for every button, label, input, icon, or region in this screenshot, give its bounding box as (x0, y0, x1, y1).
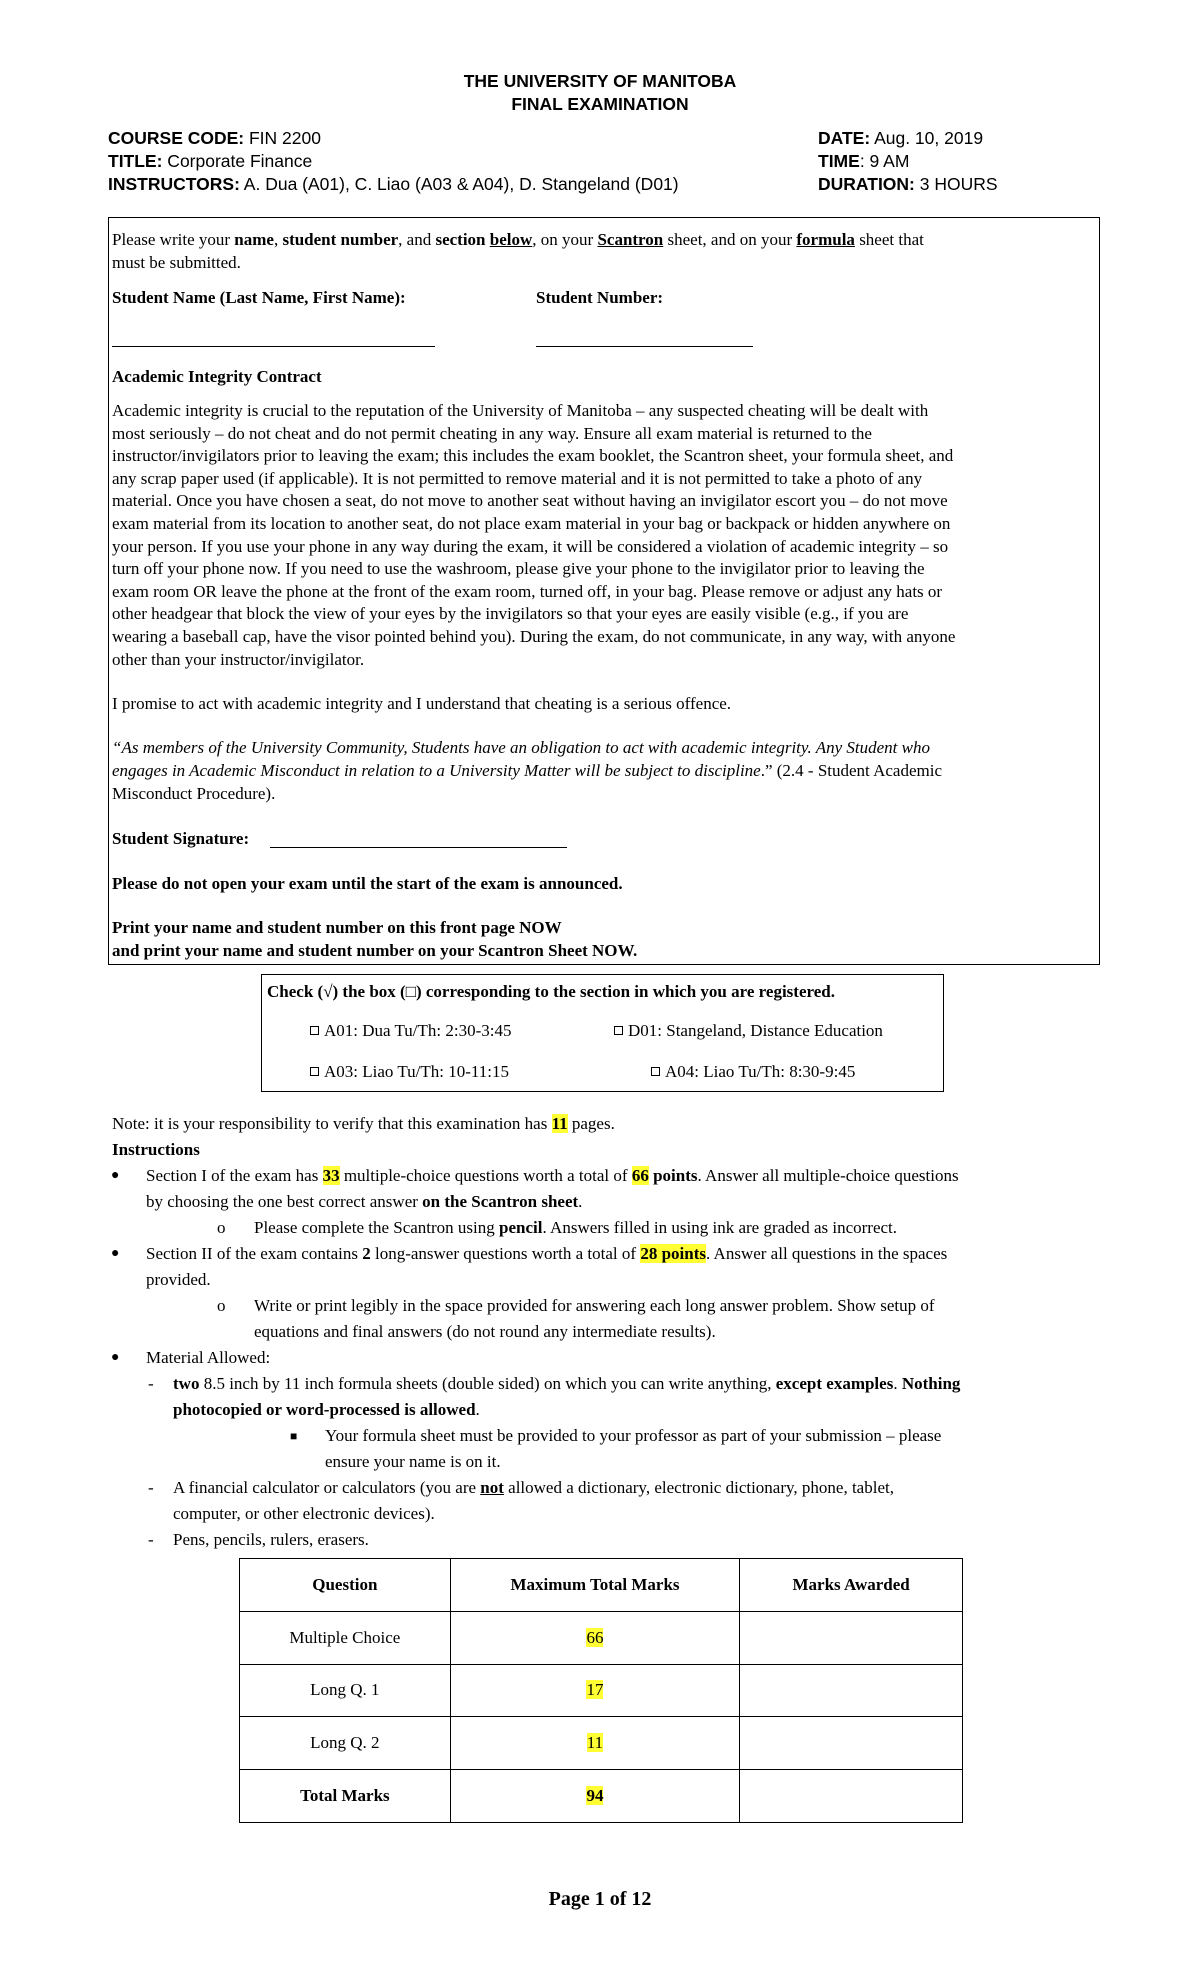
page-number: Page 1 of 12 (548, 1888, 652, 1910)
row-question: Long Q. 1 (240, 1664, 451, 1717)
integrity-heading: Academic Integrity Contract (112, 367, 322, 386)
student-name-label: Student Name (Last Name, First Name): (112, 288, 406, 307)
integrity-line: most seriously – do not cheat and do not permit cheating in any way. Ensure all exam material is returned to the (112, 423, 872, 443)
dash-icon: - (148, 1374, 154, 1393)
formula-sheet-note-line-2: ensure your name is on it. (325, 1452, 501, 1471)
material-heading: Material Allowed: (146, 1348, 271, 1367)
signature-label: Student Signature: (112, 829, 250, 848)
integrity-line: wearing a baseball cap, have the visor pointed behind you). During the exam, do not communicate, in any way, with anyone (112, 627, 956, 646)
checkbox-icon[interactable] (651, 1067, 660, 1076)
integrity-line: other headgear that block the view of your eyes by the invigilators so that your eyes are easily visible (e.g., if you are (112, 604, 909, 624)
sub-bullet-icon: o (217, 1218, 226, 1237)
exam-title: FINAL EXAMINATION (511, 94, 689, 114)
row-max-marks: 11 (450, 1717, 740, 1770)
table-header-row (240, 1559, 963, 1612)
row-question: Total Marks (240, 1770, 451, 1823)
header-question: Question (240, 1559, 451, 1612)
integrity-line: turn off your phone now. If you need to use the washroom, please give your phone to the invigilator prior to leaving the (112, 559, 925, 579)
dash-icon: - (148, 1478, 154, 1497)
print-notice-line-1: Print your name and student number on this front page NOW (112, 918, 562, 937)
instructions-heading: Instructions (112, 1140, 200, 1159)
dash-icon: - (148, 1530, 154, 1549)
row-max-marks: 66 (450, 1611, 740, 1664)
student-number-field[interactable] (536, 346, 753, 347)
integrity-line: Academic integrity is crucial to the reputation of the University of Manitoba – any suspected cheating will be dealt with (112, 401, 929, 420)
quote-line-3: Misconduct Procedure). (112, 784, 276, 803)
integrity-line: other than your instructor/invigilator. (112, 649, 365, 669)
marks-table (239, 1558, 963, 1823)
section-2-line-1: Section II of the exam contains 2 long-answer questions worth a total of 28 points. Answer all questions in the spaces (146, 1244, 948, 1263)
course-title-line: TITLE: Corporate Finance (108, 151, 313, 171)
formula-sheet-note-line-1: Your formula sheet must be provided to your professor as part of your submission – please (325, 1426, 942, 1445)
section-option-a04[interactable]: A04: Liao Tu/Th: 8:30-9:45 (651, 1061, 855, 1084)
page-count-note: Note: it is your responsibility to verify that this examination has 11 pages. (112, 1114, 615, 1133)
quote-line-1: “As members of the University Community, Students have an obligation to act with academic integrity. Any Student who (112, 738, 930, 757)
checkbox-icon[interactable] (310, 1067, 319, 1076)
bullet-icon: ● (111, 1350, 120, 1365)
university-title: THE UNIVERSITY OF MANITOBA (463, 71, 737, 91)
integrity-line: material. Once you have chosen a seat, do not move to another seat without having an invigilator escort you – do not move (112, 491, 948, 511)
table-row (240, 1664, 963, 1717)
row-max-marks: 94 (450, 1770, 740, 1823)
row-question: Multiple Choice (240, 1611, 451, 1664)
checkbox-icon[interactable] (614, 1026, 623, 1035)
integrity-line: your person. If you use your phone in any way during the exam, it will be considered a violation of academic integrity – so (112, 536, 949, 556)
student-name-field[interactable] (112, 346, 435, 347)
section-1-pencil-note: Please complete the Scantron using pencil. Answers filled in using ink are graded as incorrect. (254, 1218, 898, 1237)
integrity-promise: I promise to act with academic integrity and I understand that cheating is a serious offence. (112, 694, 732, 713)
integrity-line: exam room OR leave the phone at the front of the exam room, turned off, in your bag. Please remove or adjust any hats or (112, 581, 943, 601)
section-1-line-2: by choosing the one best correct answer on the Scantron sheet. (146, 1192, 583, 1211)
checkbox-icon[interactable] (310, 1026, 319, 1035)
row-question: Long Q. 2 (240, 1717, 451, 1770)
integrity-line: exam material from its location to another seat, do not place exam material in your bag or backpack or hidden anywhere on (112, 514, 951, 533)
material-calculator-line-1: A financial calculator or calculators (you are not allowed a dictionary, electronic dictionary, phone, tablet, (173, 1478, 894, 1497)
intro-line-1: Please write your name, student number, and section below, on your Scantron sheet, and on your formula sheet that (112, 230, 924, 249)
intro-line-2: must be submitted. (112, 253, 241, 272)
sub-bullet-icon: o (217, 1296, 226, 1315)
material-calculator-line-2: computer, or other electronic devices). (173, 1504, 435, 1523)
row-max-marks: 17 (450, 1664, 740, 1717)
row-marks-awarded (740, 1664, 963, 1717)
material-formula-line-2: photocopied or word-processed is allowed. (173, 1400, 480, 1419)
bullet-icon: ● (111, 1246, 120, 1261)
signature-field[interactable] (270, 847, 567, 848)
table-total-row (240, 1770, 963, 1823)
print-notice-line-2: and print your name and student number on your Scantron Sheet NOW. (112, 941, 638, 960)
table-row (240, 1717, 963, 1770)
row-marks-awarded (740, 1717, 963, 1770)
course-code-line: COURSE CODE: FIN 2200 (108, 128, 321, 148)
square-bullet-icon: ■ (290, 1429, 298, 1443)
integrity-line: instructor/invigilators prior to leaving the exam; this includes the exam booklet, the Scantron sheet, your formula sheet, and (112, 446, 954, 466)
section-option-a03[interactable]: A03: Liao Tu/Th: 10-11:15 (310, 1061, 509, 1084)
section-option-d01[interactable]: D01: Stangeland, Distance Education (614, 1020, 883, 1043)
header-marks-awarded: Marks Awarded (740, 1559, 963, 1612)
row-marks-awarded (740, 1611, 963, 1664)
duration-line: DURATION: 3 HOURS (818, 174, 998, 194)
section-1-line-1: Section I of the exam has 33 multiple-choice questions worth a total of 66 points. Answer all multiple-choice questions (146, 1166, 959, 1185)
section-2-note-line-1: Write or print legibly in the space provided for answering each long answer problem. Show setup of (254, 1296, 935, 1315)
section-option-a01[interactable]: A01: Dua Tu/Th: 2:30-3:45 (310, 1020, 512, 1043)
integrity-line: any scrap paper used (if applicable). It is not permitted to remove material and it is not permitted to take a photo of any (112, 468, 923, 488)
quote-line-2: engages in Academic Misconduct in relation to a University Matter will be subject to discipline.” (2.4 - Student Academic (112, 761, 942, 780)
date-line: DATE: Aug. 10, 2019 (818, 128, 984, 148)
time-line: TIME: 9 AM (818, 151, 910, 171)
student-number-label: Student Number: (536, 288, 664, 307)
material-pens-line: Pens, pencils, rulers, erasers. (173, 1530, 369, 1549)
row-marks-awarded (740, 1770, 963, 1823)
instructors-line: INSTRUCTORS: A. Dua (A01), C. Liao (A03 & A04), D. Stangeland (D01) (108, 174, 679, 194)
section-prompt: Check (√) the box (□) corresponding to the section in which you are registered. (267, 982, 835, 1001)
do-not-open-notice: Please do not open your exam until the start of the exam is announced. (112, 874, 623, 893)
table-row (240, 1611, 963, 1664)
material-formula-line-1: two 8.5 inch by 11 inch formula sheets (double sided) on which you can write anything, except examples. Nothing (173, 1374, 961, 1393)
header-max-marks: Maximum Total Marks (450, 1559, 740, 1612)
section-2-line-2: provided. (146, 1270, 211, 1289)
bullet-icon: ● (111, 1168, 120, 1183)
section-2-note-line-2: equations and final answers (do not round any intermediate results). (254, 1322, 716, 1341)
